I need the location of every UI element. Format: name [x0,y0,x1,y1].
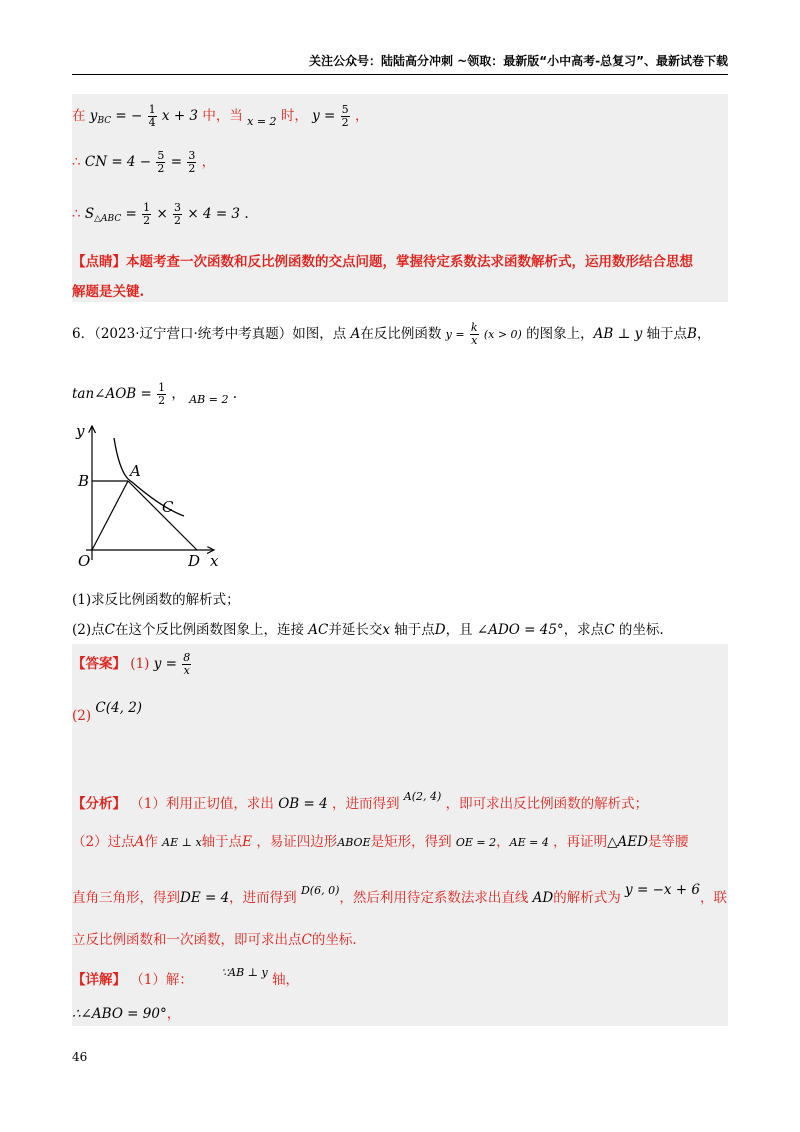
answer-line-2: (2) C(4, 2) [72,700,143,724]
page-number: 46 [72,1050,88,1064]
answer-line-1: 【答案】 (1) y = $\frac{8}{x}$ [72,651,191,677]
question-6-line-2: tan∠AOB = $\frac{1}{2}$ ， $_{AB = 2}$ . [72,381,238,407]
geometry-figure [72,420,232,570]
label-b: B [78,472,90,490]
detail-line-2: ∴∠ABO = 90°， [72,1006,181,1022]
label-a: A [130,462,141,480]
analysis-line-4: 立反比例函数和一次函数，即可求出点C的坐标. [72,932,357,948]
label-o: O [78,552,91,570]
tip-line-2: 解题是关键. [72,284,145,300]
hyperbola-curve [114,438,184,516]
subquestion-1: (1)求反比例函数的解析式； [72,592,240,608]
label-d: D [188,552,201,570]
question-6-line-1: 6．（2023·辽宁营口·统考中考真题）如图，点 A在反比例函数 y = $\frac{k}{x}$ (x > 0) 的图象上，AB ⊥ y 轴于点B， [72,321,711,347]
page-header: 关注公众号：陆陆高分冲刺 ~领取：最新版“小中高考-总复习”、最新试卷下载 [72,52,728,75]
analysis-line-1: 【分析】 （1）利用正切值，求出 OB = 4 ，进而得到 $^{A(2, 4)}$ ，即可求出反比例函数的解析式； [72,790,649,812]
label-c: C [162,498,174,516]
detail-line-1: 【详解】 （1）解： ∵AB ⊥ y 轴， [72,966,300,988]
label-y: y [76,422,85,440]
solution-line-1: 在 $y_{BC}$ = − $\frac{1}{4}$ x + 3 中，当 $_{x = 2}$ 时， y = $\frac{5}{2}$ ， [72,103,369,129]
subquestion-2: (2)点C在这个反比例函数图象上，连接 AC并延长交x 轴于点D，且 ∠ADO = 45°，求点C 的坐标. [72,622,664,638]
analysis-line-2: （2）过点A作 AE ⊥ x轴于点E ，易证四边形ABOE是矩形，得到 OE = 2，AE = 4 ，再证明△AED是等腰 [72,834,689,850]
solution-line-3: ∴ $S_{\triangle ABC}$ = $\frac{1}{2}$ × $\frac{3}{2}$ × 4 = 3 . [72,201,249,227]
segment-oa [92,481,128,550]
tip-line-1: 【点睛】本题考查一次函数和反比例函数的交点问题，掌握待定系数法求函数解析式，运用数形结合思想 [72,254,693,270]
solution-line-2: ∴ CN = 4 − $\frac{5}{2}$ = $\frac{3}{2}$ ， [72,149,216,175]
analysis-line-3: 直角三角形，得到DE = 4，进而得到 $^{D(6, 0)}$，然后利用待定系数法求出直线 AD的解析式为 y = −x + 6，联 [72,882,727,906]
label-x: x [210,552,219,570]
